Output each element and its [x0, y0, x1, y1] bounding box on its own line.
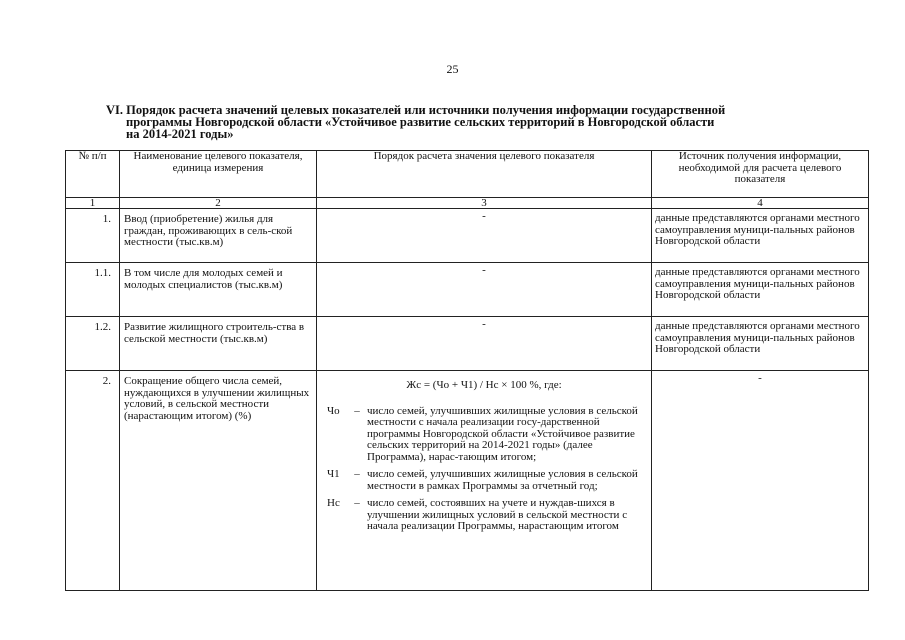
indicator-name: Развитие жилищного строитель-ства в сельской местности (тыс.кв.м) [120, 317, 317, 371]
information-source: данные представляются органами местного самоуправления муници-пальных районов Новгородской области [652, 263, 869, 317]
calculation-formula: Жс = (Чо + Ч1) / Нс × 100 %, где: [406, 379, 562, 391]
table-row [66, 371, 869, 591]
column-number: 3 [317, 198, 652, 209]
page-number: 25 [446, 62, 459, 76]
header-indicator-name: Наименование целевого показателя, единица измерения [120, 151, 317, 198]
calculation-method [317, 209, 652, 263]
formula-definition [317, 498, 651, 533]
definition-symbol: Нс [327, 497, 340, 509]
column-number: 4 [652, 198, 869, 209]
calculation-method [317, 317, 652, 371]
header-information-source: Источник получения информации, необходимой для расчета целевого показателя [652, 151, 869, 198]
definition-symbol: Чо [327, 404, 340, 417]
formula-definition [317, 469, 651, 492]
title-line-2: программы Новгородской области «Устойчивое развитие сельских территорий в Новгородской области [126, 115, 715, 129]
indicator-name: Сокращение общего числа семей, нуждающихся в улучшении жилищных условий, в сельской местности (нарастающим итогом) (%) [120, 371, 317, 591]
row-number: 1.1. [66, 263, 120, 317]
header-number: № п/п [66, 151, 120, 198]
definition-dash: – [354, 404, 360, 417]
table-row [66, 317, 869, 371]
empty-dash: - [482, 264, 486, 276]
section-title [106, 104, 866, 140]
definition-text: число семей, улучшивших жилищные условия в сельской местности в рамках Программы за отчетный год; [367, 468, 638, 492]
title-line-3: на 2014-2021 годы» [126, 127, 234, 141]
empty-dash: - [482, 318, 486, 330]
information-source: данные представляются органами местного самоуправления муници-пальных районов Новгородской области [652, 209, 869, 263]
empty-dash: - [758, 372, 762, 384]
header-calculation-method: Порядок расчета значения целевого показателя [317, 151, 652, 198]
indicator-name: В том числе для молодых семей и молодых специалистов (тыс.кв.м) [120, 263, 317, 317]
definition-text: число семей, улучшивших жилищные условия в сельской местности с начала реализации госу-дарственной программы Новгородской области «Устойчивое развитие сельских территорий на 2014-2021 годы» (далее Программа), нарас-тающим итогом; [367, 404, 638, 463]
row-number: 2. [66, 371, 120, 591]
title-line-1: VI. Порядок расчета значений целевых показателей или источники получения информации государственной [106, 103, 726, 117]
column-numbers-row [66, 198, 869, 209]
calculation-method [317, 263, 652, 317]
definition-dash: – [354, 497, 360, 509]
row-number: 1. [66, 209, 120, 263]
table-row [66, 209, 869, 263]
definition-dash: – [354, 468, 360, 480]
indicators-table [65, 150, 869, 591]
row-number: 1.2. [66, 317, 120, 371]
indicator-name: Ввод (приобретение) жилья для граждан, проживающих в сель-ской местности (тыс.кв.м) [120, 209, 317, 263]
formula-definition [317, 406, 651, 464]
table-header-row [66, 151, 869, 198]
empty-dash: - [482, 210, 486, 222]
information-source: данные представляются органами местного самоуправления муници-пальных районов Новгородской области [652, 317, 869, 371]
information-source [652, 371, 869, 591]
calculation-method [317, 371, 652, 591]
column-number: 2 [120, 198, 317, 209]
definition-text: число семей, состоявших на учете и нуждав-шихся в улучшении жилищных условий в сельской местности с начала реализации Программы, нарастающим итогом [367, 497, 628, 532]
definition-symbol: Ч1 [327, 468, 340, 480]
column-number: 1 [66, 198, 120, 209]
table-row [66, 263, 869, 317]
